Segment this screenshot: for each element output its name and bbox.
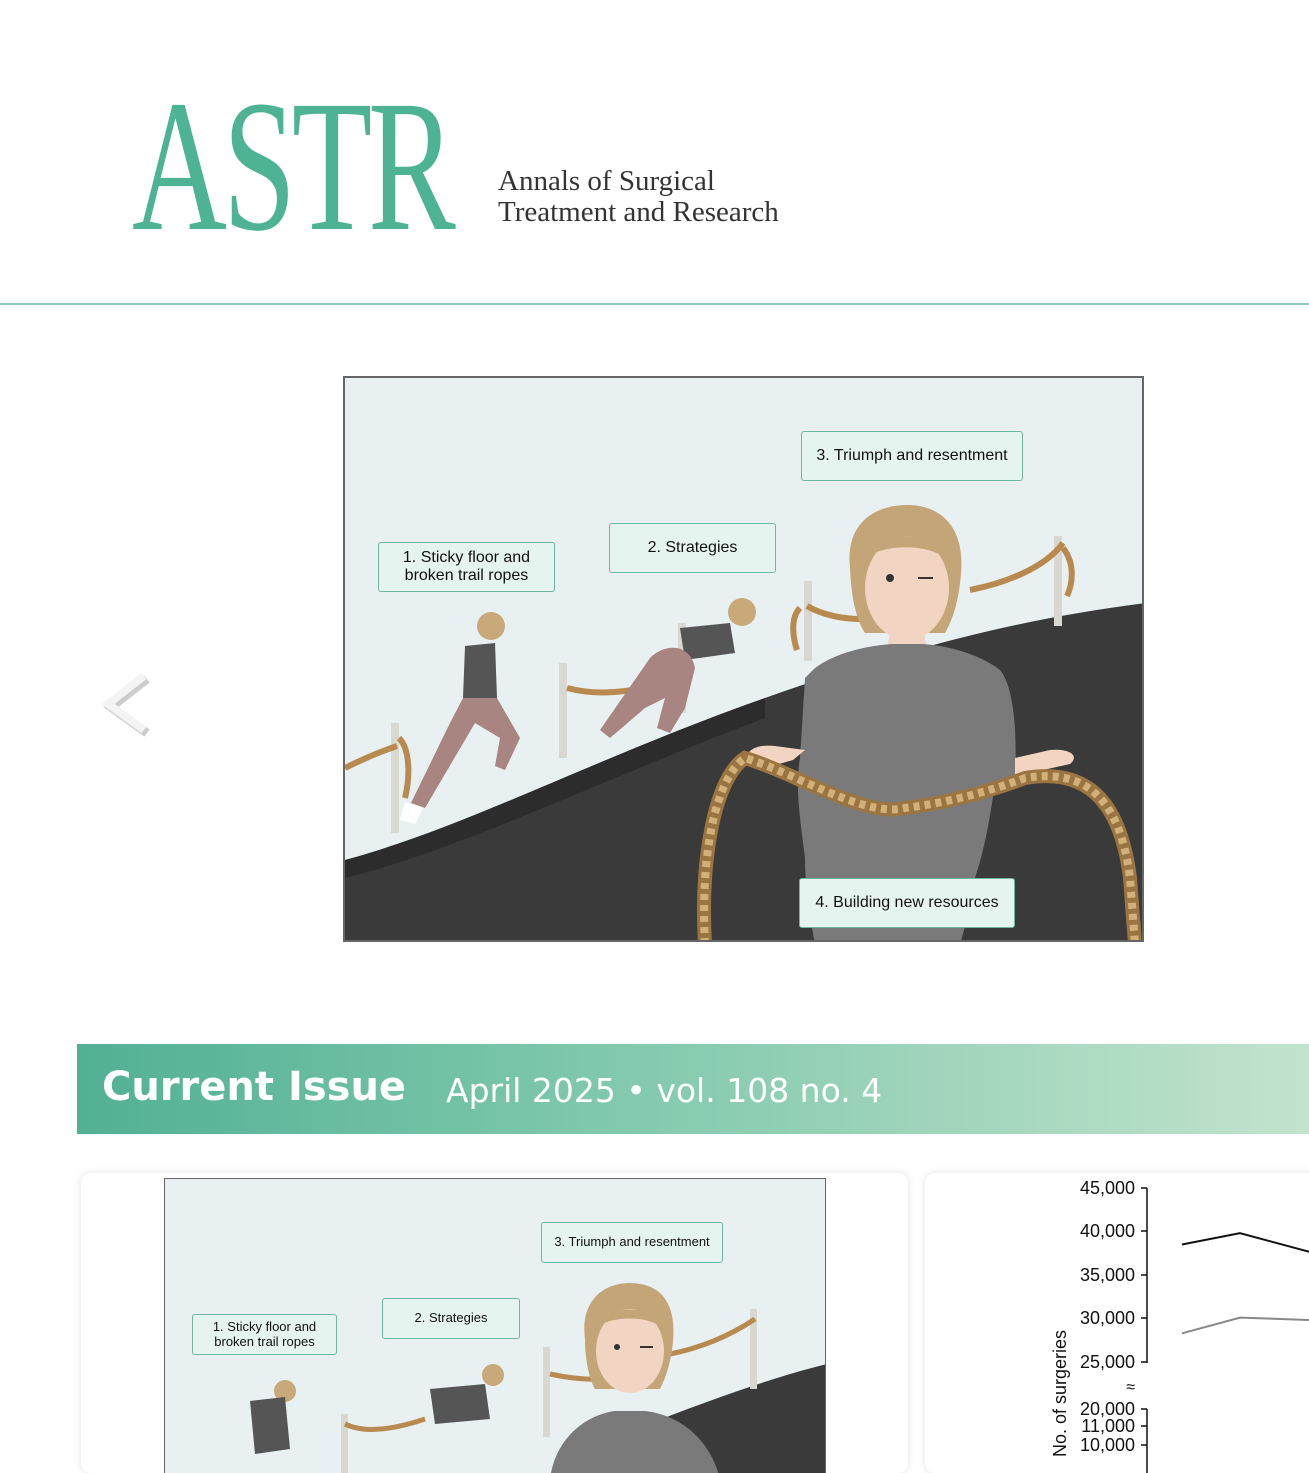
y-tick-label: 30,000 (1079, 1308, 1135, 1328)
site-header (0, 0, 1309, 305)
figure-label-2: 2. Strategies (609, 523, 776, 573)
y-tick-label: 20,000 (1079, 1399, 1135, 1419)
y-tick-label: ≈ (1126, 1379, 1135, 1396)
article-card[interactable] (925, 1173, 1309, 1473)
y-tick-label: 45,000 (1079, 1178, 1135, 1198)
y-tick-label: 40,000 (1079, 1221, 1135, 1241)
current-issue-bar (77, 1044, 1309, 1134)
article-thumbnail[interactable] (164, 1178, 826, 1473)
logo[interactable]: ASTR (132, 61, 452, 270)
series-line-2 (1182, 1318, 1309, 1334)
article-chart (925, 1173, 1309, 1473)
figure-label-3: 3. Triumph and resentment (801, 431, 1023, 481)
current-issue-title[interactable]: Current Issue (102, 1064, 407, 1110)
journal-name-line1: Annals of Surgical (498, 165, 715, 197)
cover-illustration (345, 378, 1144, 942)
figure-label-4: 4. Building new resources (799, 878, 1015, 928)
figure-label-2: 2. Strategies (382, 1298, 520, 1339)
carousel-slide[interactable] (343, 376, 1144, 942)
y-tick-label: 35,000 (1079, 1265, 1135, 1285)
journal-name-line2: Treatment and Research (498, 196, 779, 228)
current-issue-info: April 2025 • vol. 108 no. 4 (446, 1071, 883, 1110)
y-tick-label: 25,000 (1079, 1352, 1135, 1372)
chevron-left-icon (96, 668, 156, 738)
y-tick-label: 10,000 (1079, 1435, 1135, 1455)
figure-label-1: 1. Sticky floor and broken trail ropes (192, 1314, 337, 1355)
journal-name (498, 166, 779, 228)
y-tick-label: 11,000 (1081, 1416, 1135, 1436)
article-card[interactable] (81, 1173, 908, 1473)
figure-label-1: 1. Sticky floor and broken trail ropes (378, 542, 555, 592)
carousel-prev-button[interactable] (96, 668, 156, 738)
figure-label-3: 3. Triumph and resentment (541, 1222, 723, 1263)
y-axis-label: No. of surgeries (1050, 1329, 1070, 1457)
series-line-1 (1182, 1233, 1309, 1253)
